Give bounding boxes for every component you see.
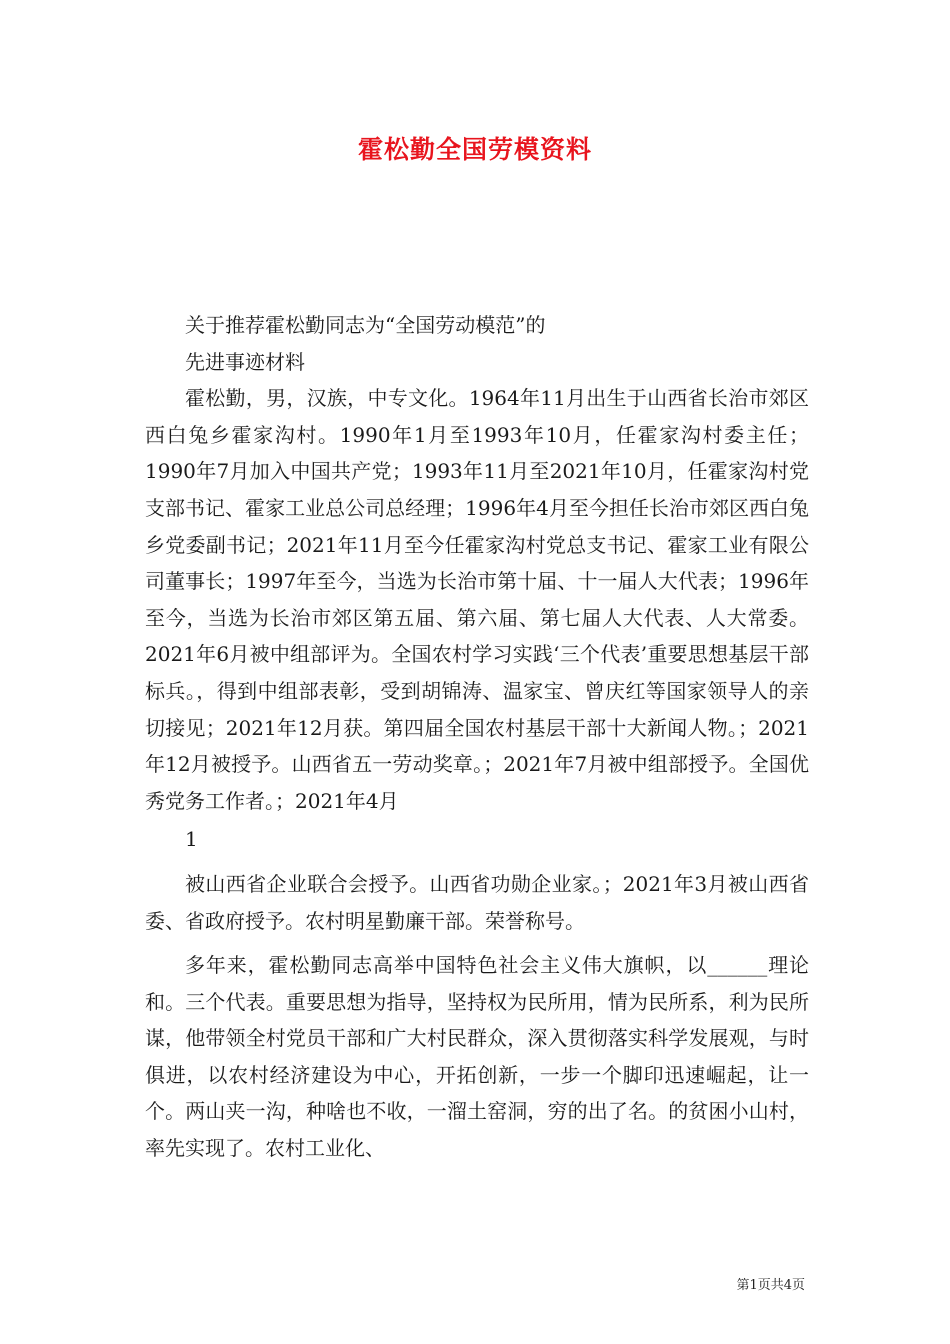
paragraph-honors: 被山西省企业联合会授予。山西省功勋企业家。；2021年3月被山西省委、省政府授予。农村明星勤廉干部。荣誉称号。 — [145, 871, 809, 933]
document-body — [145, 307, 809, 1167]
heading-line-1: 关于推荐霍松勤同志为“全国劳动模范”的 — [185, 313, 546, 337]
paragraph-achievements: 多年来，霍松勤同志高举中国特色社会主义伟大旗帜，以______理论和。三个代表。重要思想为指导，坚持权为民所用，情为民所系，利为民所谋，他带领全村党员干部和广大村民群众，深入贯彻落实科学发展观，与时俱进，以农村经济建设为中心，开拓创新，一步一个脚印迅速崛起，让一个。两山夹一沟，种啥也不收，一溜土窑洞，穷的出了名。的贫困小山村，率先实现了。农村工业化、 — [145, 953, 809, 1161]
page-break-marker: 1 — [185, 827, 198, 852]
paragraph-biography: 霍松勤，男，汉族，中专文化。1964年11月出生于山西省长治市郊区西白兔乡霍家沟村。1990年1月至1993年10月，任霍家沟村委主任；1990年7月加入中国共产党；1993年11月至2021年10月，任霍家沟村党支部书记、霍家工业总公司总经理；1996年4月至今担任长治市郊区西白兔乡党委副书记；2021年11月至今任霍家沟村党总支书记、霍家工业有限公司董事长；1997年至今，当选为长治市第十届、十一届人大代表；1996年至今，当选为长治市郊区第五届、第六届、第七届人大代表、人大常委。2021年6月被中组部评为。全国农村学习实践‘三个代表’重要思想基层干部标兵。，得到中组部表彰，受到胡锦涛、温家宝、曾庆红等国家领导人的亲切接见；2021年12月获。第四届全国农村基层干部十大新闻人物。；2021年12月被授予。山西省五一劳动奖章。；2021年7月被中组部授予。全国优秀党务工作者。；2021年4月 — [145, 386, 809, 813]
heading-line-2: 先进事迹材料 — [185, 349, 305, 374]
document-title: 霍松勤全国劳模资料 — [357, 135, 592, 164]
page-number-footer: 第1页共4页 — [736, 1278, 805, 1293]
